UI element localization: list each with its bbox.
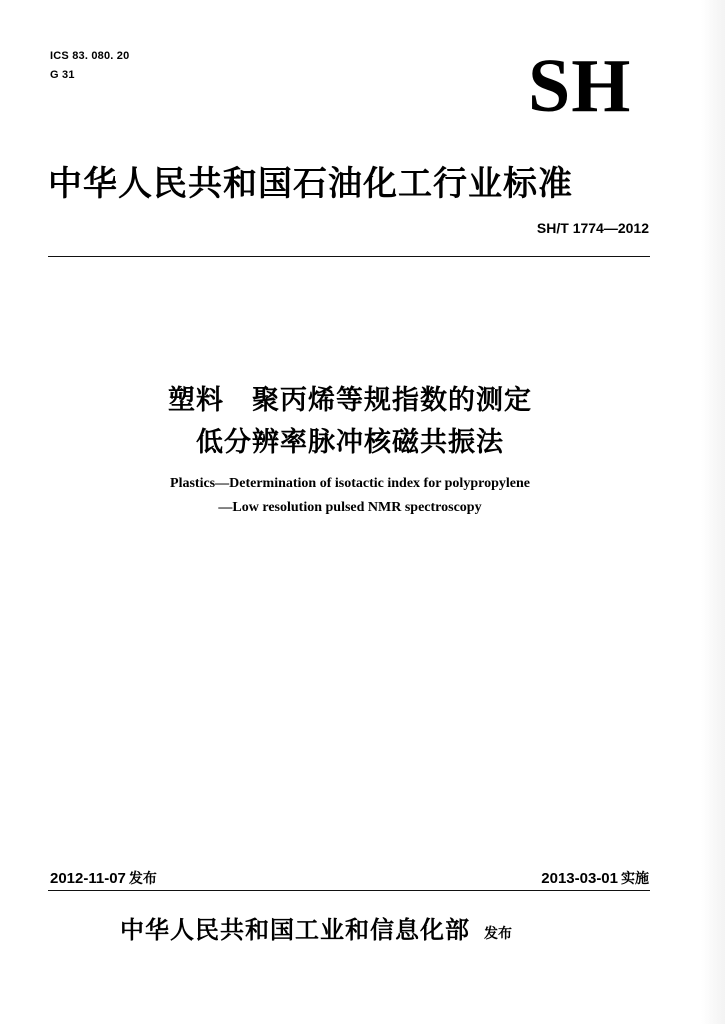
publisher-verb: 发布 [484,926,512,942]
page-edge-shadow [701,0,725,1024]
issue-date [50,868,157,888]
implement-date [541,868,649,888]
title-en-line2: —Low resolution pulsed NMR spectroscopy [218,500,482,515]
sh-logo: SH [528,44,632,128]
issue-date-label: 发布 [128,871,157,887]
implement-date-value: 2013-03-01 [541,870,618,887]
title-en-line1: Plastics—Determination of isotactic index for polypropylene [170,476,530,491]
issue-date-value: 2012-11-07 [50,870,126,887]
publisher-name: 中华人民共和国工业和信息化部 [120,916,470,944]
standard-number: SH/T 1774—2012 [536,220,649,236]
implement-date-label: 实施 [621,871,649,887]
organization-title: 中华人民共和国石油化工行业标准 [48,164,573,204]
title-cn-line1: 塑料 聚丙烯等规指数的测定 [168,385,532,416]
ics-code: ICS 83. 080. 20 [50,50,130,62]
ccs-code: G 31 [50,69,75,81]
title-cn-line2: 低分辨率脉冲核磁共振法 [196,427,504,458]
top-divider [48,256,650,257]
bottom-divider [48,890,650,891]
publisher [120,910,512,945]
